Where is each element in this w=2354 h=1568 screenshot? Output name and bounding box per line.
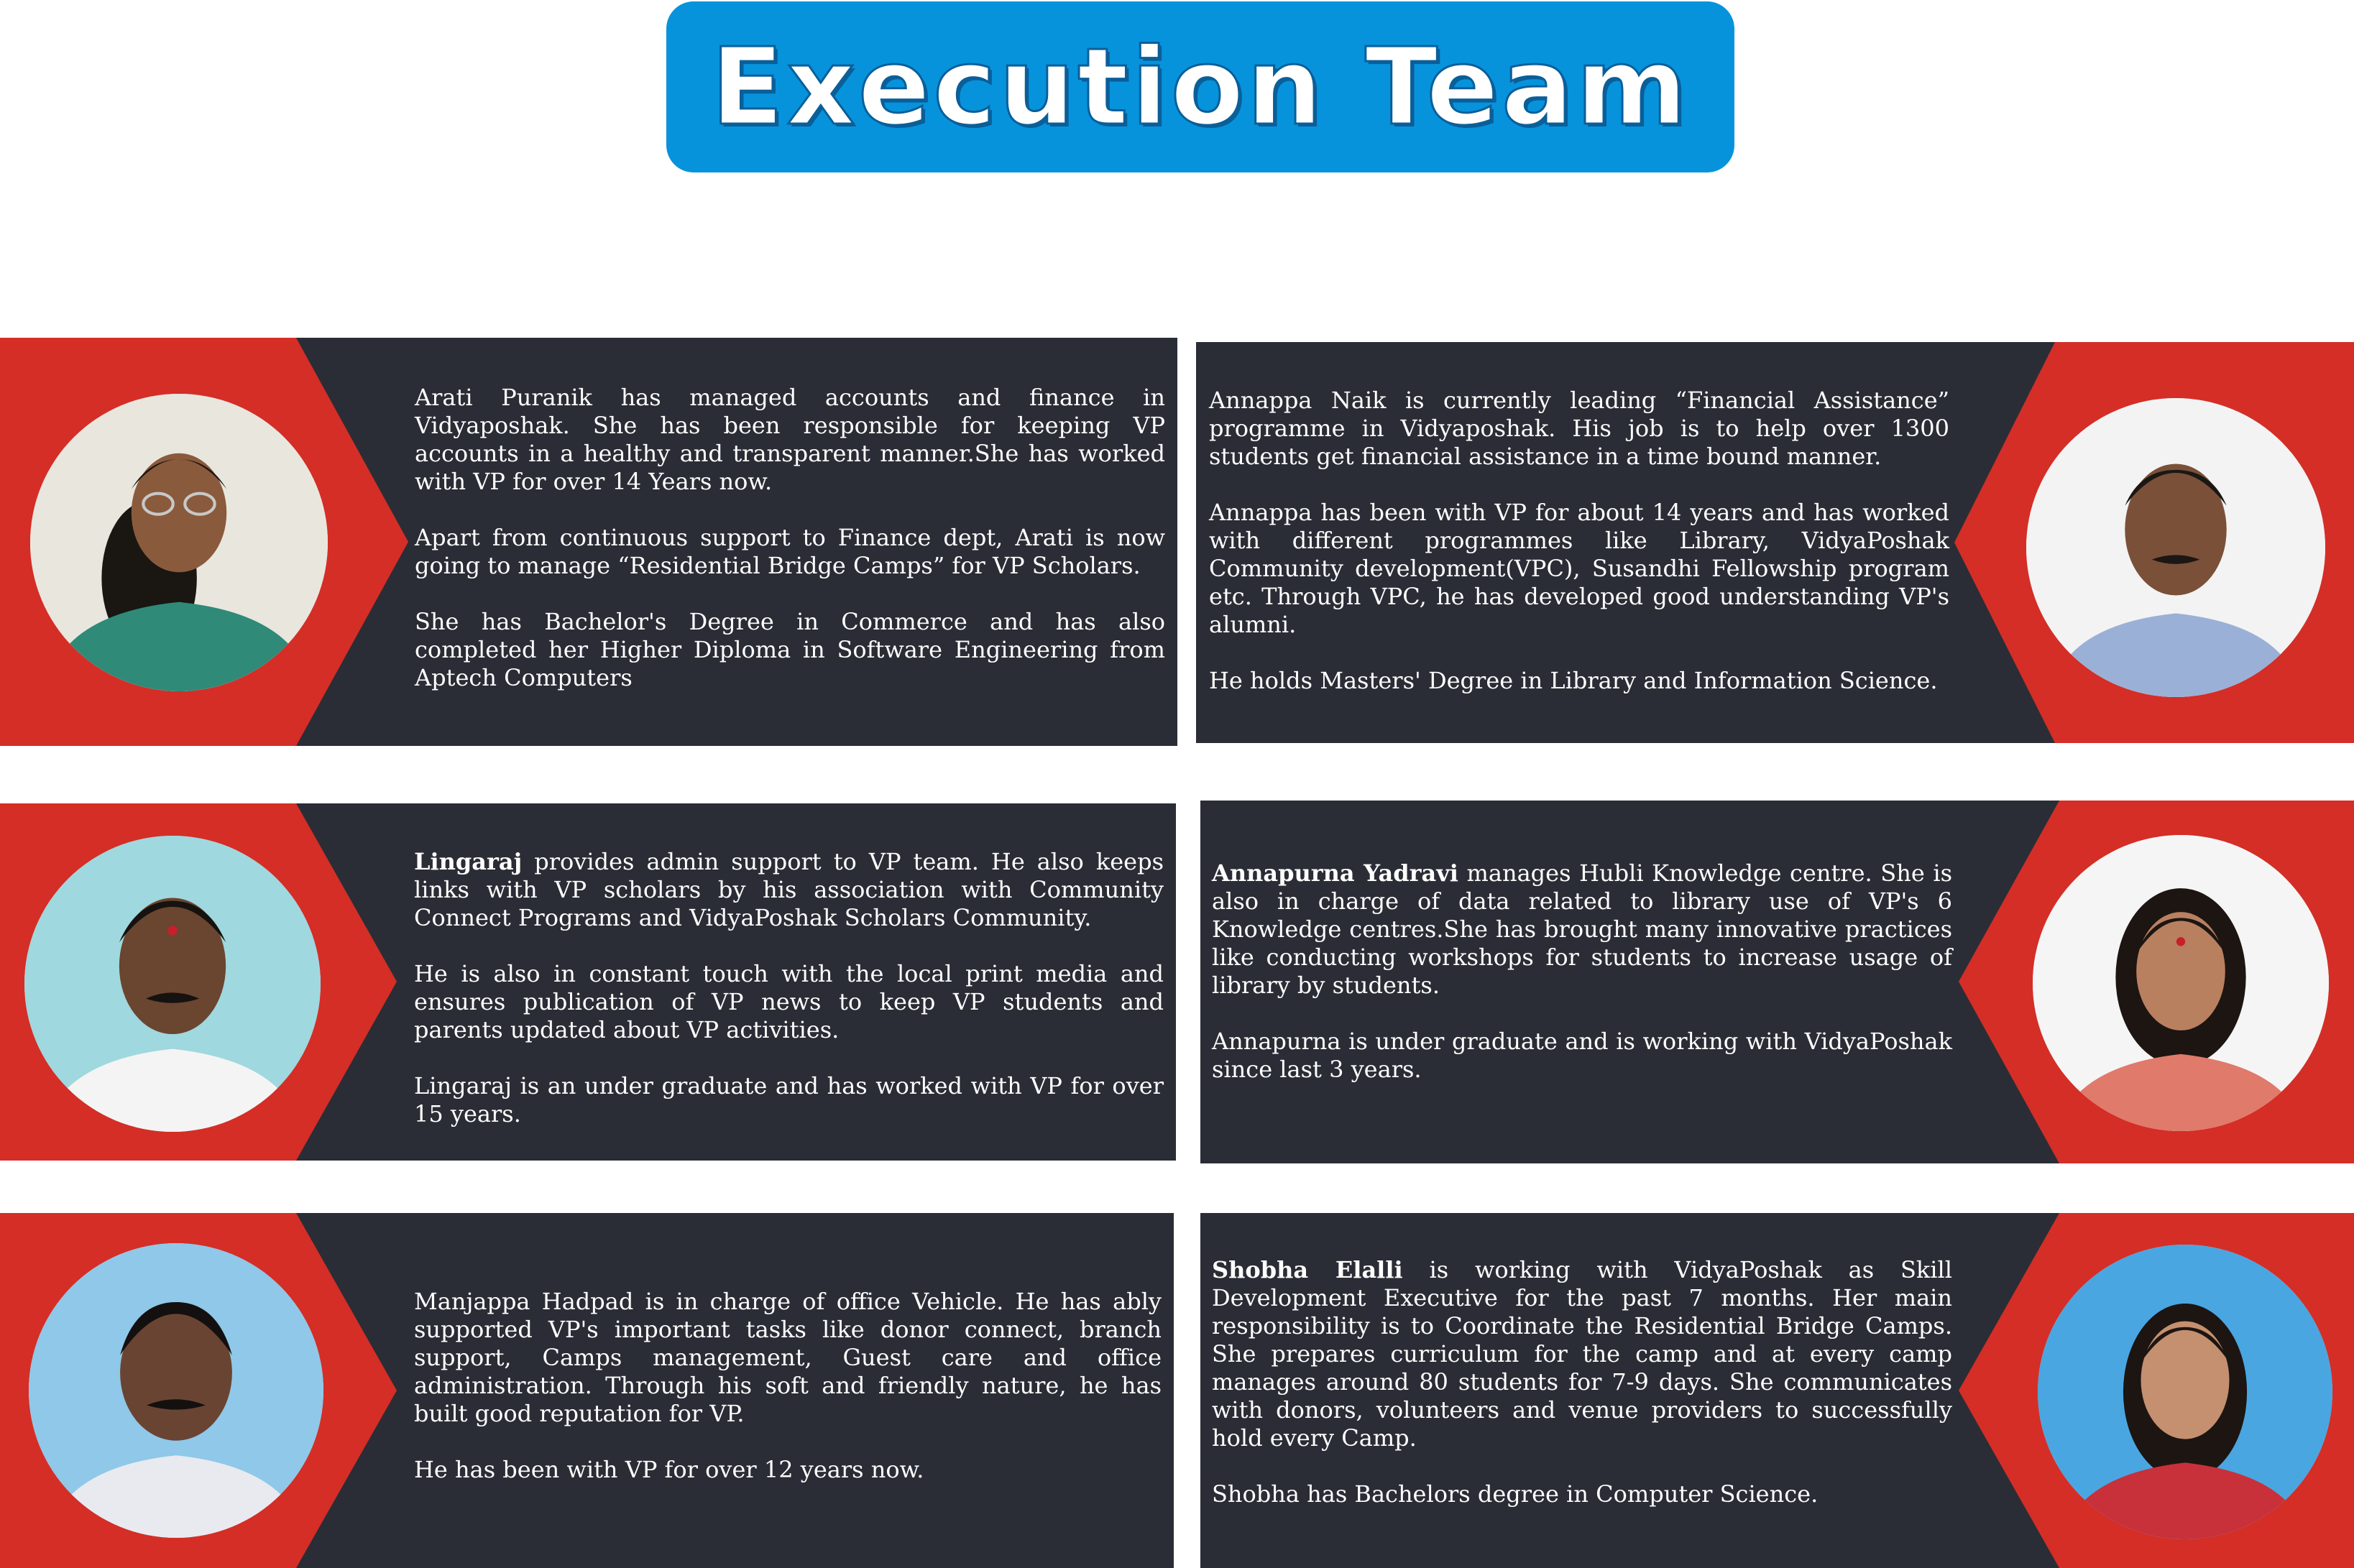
bio-paragraph: Lingaraj is an under graduate and has worked with VP for over 15 years.: [414, 1072, 1164, 1127]
bio-paragraph: Annapurna is under graduate and is working with VidyaPoshak since last 3 years.: [1212, 1028, 1952, 1083]
member-card-arati: [0, 338, 1177, 746]
member-name: Shobha Elalli: [1212, 1256, 1403, 1283]
title-banner: [666, 1, 1734, 172]
page-title: Execution Team: [711, 25, 1690, 149]
bio-paragraph: [1212, 859, 1952, 1000]
bio-text: provides admin support to VP team. He also keeps links with VP scholars by his association with Community Connect Programs and VidyaPoshak Scholars Community.: [414, 848, 1164, 931]
member-card-annappa: [1196, 342, 2354, 743]
member-photo: [2026, 398, 2325, 697]
member-photo: [2038, 1245, 2332, 1539]
member-bio: [1212, 859, 1952, 1084]
bio-paragraph: [414, 848, 1164, 932]
member-bio: [414, 848, 1164, 1128]
bio-paragraph: He has been with VP for over 12 years now.: [414, 1456, 924, 1483]
bio-paragraph: Shobha has Bachelors degree in Computer Science.: [1212, 1480, 1819, 1508]
member-photo: [30, 394, 328, 691]
member-name: Lingaraj: [414, 848, 523, 875]
member-card-manjappa: [0, 1213, 1174, 1568]
bio-paragraph: [1212, 1256, 1952, 1452]
bio-paragraph: Arati Puranik has managed accounts and finance in Vidyaposhak. She has been responsible for keeping VP accounts in a healthy and transparent manner.She has worked with VP for over 14 Years now.: [415, 384, 1165, 495]
member-card-annapurna: [1200, 801, 2354, 1163]
bio-paragraph: Apart from continuous support to Finance dept, Arati is now going to manage “Residential Bridge Camps” for VP Scholars.: [415, 524, 1165, 579]
member-photo: [24, 836, 321, 1132]
member-bio: [1209, 387, 1949, 695]
bio-text: manages Hubli Knowledge centre. She is also in charge of data related to library use of VP's 6 Knowledge centres.She has brought many innovative practices like conducting workshops for students to increase usage of library by students.: [1212, 859, 1953, 999]
member-bio: [1212, 1256, 1952, 1508]
bio-text: is working with VidyaPoshak as Skill Development Executive for the past 7 months. Her main responsibility is to Coordinate the Residential Bridge Camps. She prepares curriculum for the camp and at every camp manages around 80 students for 7-9 days. She communicates with donors, volunteers and venue providers to successfully hold every Camp.: [1212, 1256, 1953, 1452]
member-card-lingaraj: [0, 803, 1176, 1161]
member-name: Annapurna Yadravi: [1212, 859, 1458, 887]
member-bio: [414, 1288, 1162, 1484]
bio-paragraph: He is also in constant touch with the local print media and ensures publication of VP news to keep VP students and parents updated about VP activities.: [414, 960, 1164, 1043]
bio-paragraph: She has Bachelor's Degree in Commerce and has also completed her Higher Diploma in Software Engineering from Aptech Computers: [415, 608, 1165, 691]
bio-paragraph: He holds Masters' Degree in Library and Information Science.: [1209, 667, 1938, 694]
bio-paragraph: Annappa Naik is currently leading “Financial Assistance” programme in Vidyaposhak. His job is to help over 1300 students get financial assistance in a time bound manner.: [1209, 387, 1949, 470]
bio-paragraph: Annappa has been with VP for about 14 years and has worked with different programmes like Library, VidyaPoshak Community development(VPC), Susandhi Fellowship program etc. Through VPC, he has developed good understanding VP's alumni.: [1209, 499, 1949, 638]
member-card-shobha: [1200, 1213, 2354, 1568]
member-photo: [29, 1243, 323, 1538]
member-photo: [2033, 835, 2329, 1131]
bio-paragraph: Manjappa Hadpad is in charge of office Vehicle. He has ably supported VP's important tasks like donor connect, branch support, Camps management, Guest care and office administration. Through his soft and friendly nature, he has built good reputation for VP.: [414, 1288, 1162, 1427]
member-bio: [415, 384, 1165, 692]
